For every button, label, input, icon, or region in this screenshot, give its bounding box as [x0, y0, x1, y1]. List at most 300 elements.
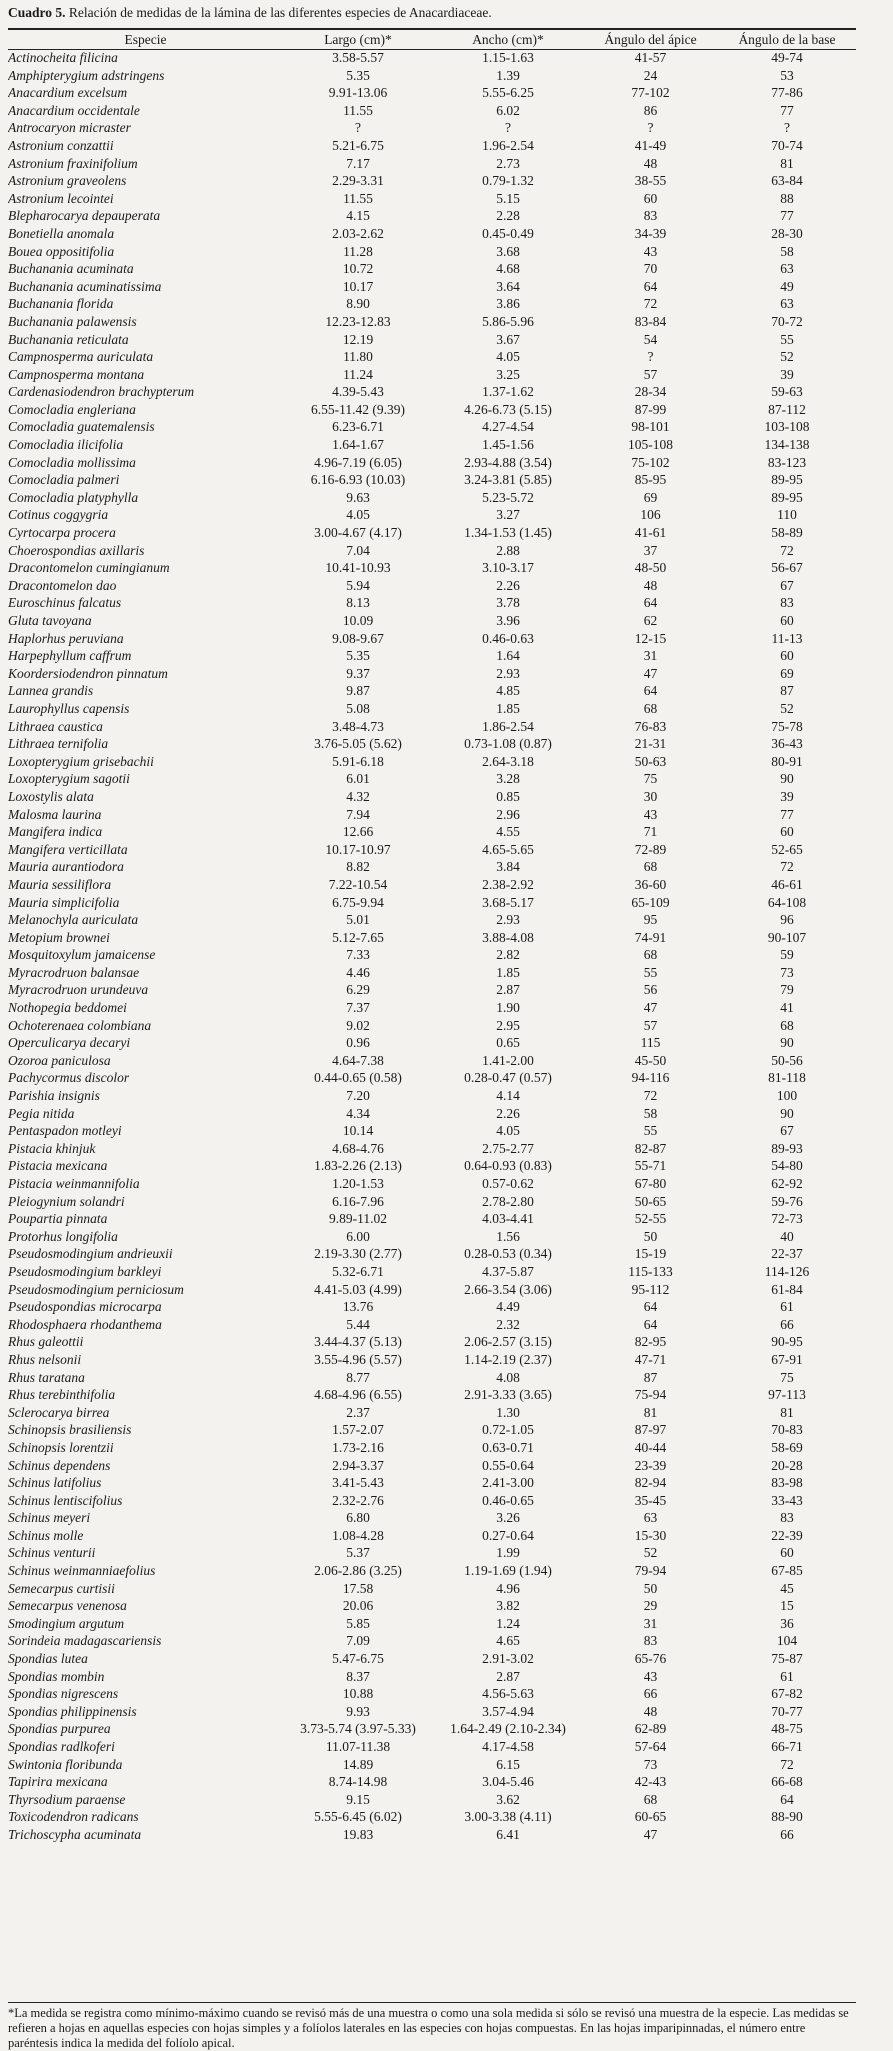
base-angle-cell: 36-43 [771, 736, 803, 752]
table-row [8, 1017, 856, 1035]
species-cell: Bonetiella anomala [8, 225, 115, 241]
apex-angle-cell: 98-101 [631, 419, 670, 435]
length-cell: 2.32-2.76 [332, 1492, 384, 1508]
length-cell: 4.39-5.43 [332, 384, 384, 400]
species-cell: Pseudosmodingium barkleyi [8, 1263, 162, 1279]
length-cell: 11.55 [343, 190, 373, 206]
width-cell: 3.88-4.08 [482, 929, 534, 945]
apex-angle-cell: 48 [643, 577, 658, 593]
length-cell: 5.44 [346, 1316, 370, 1332]
width-cell: 3.68-5.17 [482, 894, 534, 910]
base-angle-cell: 39 [780, 366, 794, 382]
length-cell: 5.32-6.71 [332, 1263, 384, 1279]
table-row [8, 1756, 856, 1774]
species-cell: Spondias purpurea [8, 1721, 111, 1737]
base-angle-cell: ? [784, 120, 790, 136]
table-row [8, 331, 856, 349]
base-angle-cell: 83-123 [767, 454, 807, 470]
apex-angle-cell: 38-55 [634, 173, 667, 189]
length-cell: 10.14 [342, 1123, 374, 1139]
apex-angle-cell: 87-97 [634, 1422, 667, 1438]
width-cell: 5.55-6.25 [482, 85, 534, 101]
table-row [8, 1351, 856, 1369]
species-cell: Comocladia platyphylla [8, 489, 139, 505]
table-row [8, 1826, 856, 1844]
species-cell: Mauria simplicifolia [8, 894, 120, 910]
base-angle-cell: 49 [780, 278, 794, 294]
table-row [8, 1210, 856, 1228]
base-angle-cell: 66 [780, 1826, 794, 1842]
width-cell: 2.93 [496, 912, 520, 928]
species-cell: Thyrsodium paraense [8, 1791, 126, 1807]
table-row [8, 718, 856, 736]
width-cell: 0.45-0.49 [482, 225, 534, 241]
species-cell: Mangifera indica [8, 824, 103, 840]
width-cell: 3.25 [496, 366, 520, 382]
base-angle-cell: 100 [776, 1088, 798, 1104]
table-row [8, 1703, 856, 1721]
table-row [8, 1122, 856, 1140]
species-cell: Loxostylis alata [8, 788, 94, 804]
base-angle-cell: 49-74 [771, 50, 803, 65]
base-angle-cell: 59-76 [771, 1193, 803, 1209]
table-row [8, 454, 856, 472]
base-angle-cell: 81-118 [768, 1070, 806, 1086]
species-cell: Astronium lecointei [8, 190, 114, 206]
base-angle-cell: 40 [780, 1228, 794, 1244]
apex-angle-cell: 82-94 [634, 1475, 667, 1491]
species-cell: Pegia nitida [8, 1105, 75, 1121]
width-cell: 1.85 [496, 964, 520, 980]
length-cell: 7.33 [346, 947, 370, 963]
table-row [8, 67, 856, 85]
apex-angle-cell: 77-102 [631, 85, 670, 101]
apex-angle-cell: 62 [643, 613, 658, 628]
width-cell: 3.62 [496, 1791, 520, 1807]
header-base-angle: Ángulo de la base [738, 31, 836, 47]
species-cell: Pistacia mexicana [8, 1158, 108, 1174]
base-angle-cell: 60 [780, 824, 794, 840]
species-cell: Buchanania florida [8, 296, 114, 312]
width-cell: 2.96 [496, 806, 520, 822]
base-angle-cell: 69 [780, 665, 794, 681]
base-angle-cell: 134-138 [764, 437, 810, 453]
table-caption [8, 4, 858, 22]
species-cell: Schinopsis brasiliensis [8, 1422, 132, 1438]
table-row [8, 1650, 856, 1668]
width-cell: 2.32 [496, 1316, 520, 1332]
table-row [8, 1404, 856, 1422]
table-row [8, 1052, 856, 1070]
table-row [8, 999, 856, 1017]
species-cell: Pleiogynium solandri [8, 1193, 125, 1209]
apex-angle-cell: 87-99 [634, 401, 667, 417]
width-cell: 1.99 [496, 1545, 520, 1561]
apex-angle-cell: 106 [640, 507, 661, 523]
table-row [8, 1509, 856, 1527]
base-angle-cell: 72 [780, 859, 794, 875]
width-cell: 2.73 [496, 155, 520, 171]
base-angle-cell: 58 [780, 243, 794, 259]
apex-angle-cell: 67-80 [634, 1176, 667, 1191]
width-cell: 0.65 [496, 1035, 520, 1051]
apex-angle-cell: 95-112 [631, 1281, 670, 1297]
length-cell: 13.76 [342, 1299, 374, 1315]
apex-angle-cell: 86 [643, 102, 658, 118]
length-cell: 4.15 [346, 208, 370, 224]
length-cell: 9.15 [346, 1791, 370, 1807]
species-cell: Pistacia weinmannifolia [8, 1176, 140, 1191]
table-row [8, 1369, 856, 1387]
species-cell: Nothopegia beddomei [8, 1000, 127, 1016]
length-cell: 3.41-5.43 [332, 1475, 384, 1491]
table-row [8, 700, 856, 718]
base-angle-cell: 22-39 [771, 1527, 803, 1543]
table-row [8, 1228, 856, 1246]
length-cell: 10.41-10.93 [325, 560, 391, 576]
species-cell: Lannea grandis [8, 683, 94, 699]
apex-angle-cell: 40-44 [634, 1439, 667, 1455]
table-row [8, 1720, 856, 1738]
base-angle-cell: 50-56 [771, 1052, 803, 1068]
width-cell: 4.85 [496, 683, 520, 699]
length-cell: 6.01 [346, 771, 370, 787]
apex-angle-cell: 64 [643, 683, 658, 699]
length-cell: 3.00-4.67 (4.17) [314, 525, 402, 541]
species-cell: Spondias radlkoferi [8, 1739, 115, 1754]
width-cell: 3.24-3.81 (5.85) [464, 472, 552, 488]
width-cell: 0.46-0.65 [482, 1492, 534, 1508]
apex-angle-cell: 115 [640, 1035, 661, 1051]
species-cell: Astronium fraxinifolium [8, 155, 138, 171]
base-angle-cell: 90 [780, 1105, 794, 1121]
length-cell: 6.16-6.93 (10.03) [310, 472, 406, 488]
width-cell: 0.46-0.63 [482, 630, 534, 646]
length-cell: 5.35 [346, 67, 370, 83]
species-cell: Lithraea caustica [8, 718, 103, 734]
width-cell: 4.17-4.58 [482, 1739, 534, 1754]
length-cell: 4.96-7.19 (6.05) [314, 454, 402, 470]
apex-angle-cell: 31 [643, 1615, 658, 1631]
length-cell: 9.89-11.02 [329, 1211, 387, 1227]
species-cell: Schinus venturii [8, 1545, 96, 1561]
width-cell: 0.64-0.93 (0.83) [464, 1158, 552, 1174]
length-cell: 3.76-5.05 (5.62) [314, 736, 402, 752]
length-cell: 4.05 [346, 507, 370, 523]
width-cell: 2.38-2.92 [482, 876, 534, 892]
width-cell: 2.91-3.33 (3.65) [464, 1387, 552, 1403]
length-cell: 11.55 [343, 102, 373, 118]
table-row [8, 542, 856, 560]
species-cell: Haplorhus peruviana [8, 630, 124, 646]
base-angle-cell: 64-108 [767, 894, 807, 910]
apex-angle-cell: 72-89 [634, 841, 667, 857]
base-angle-cell: 68 [780, 1017, 794, 1033]
table-row [8, 1632, 856, 1650]
apex-angle-cell: 37 [643, 542, 658, 558]
species-cell: Rhus galeottii [8, 1334, 84, 1350]
width-cell: 4.05 [496, 349, 520, 365]
header-width: Ancho (cm)* [472, 31, 544, 47]
table-row [8, 577, 856, 595]
table-row [8, 1105, 856, 1123]
length-cell: 7.22-10.54 [328, 876, 388, 892]
length-cell: 0.96 [346, 1035, 370, 1051]
table-row [8, 1034, 856, 1052]
length-cell: 11.07-11.38 [325, 1739, 391, 1754]
width-cell: 2.91-3.02 [482, 1651, 534, 1667]
apex-angle-cell: 115-133 [628, 1263, 673, 1279]
apex-angle-cell: 68 [643, 859, 658, 875]
species-cell: Rhus taratana [8, 1369, 85, 1385]
species-cell: Dracontomelon cumingianum [8, 560, 170, 576]
species-cell: Parishia insignis [8, 1088, 100, 1104]
table-row [8, 1281, 856, 1299]
species-cell: Cotinus coggygria [8, 507, 109, 523]
table-row [8, 506, 856, 524]
length-cell: 5.37 [346, 1545, 370, 1561]
apex-angle-cell: 50-63 [634, 753, 667, 769]
table-row [8, 753, 856, 771]
apex-angle-cell: 83 [643, 1633, 658, 1649]
species-cell: Schinus latifolius [8, 1475, 102, 1491]
length-cell: 6.00 [346, 1228, 370, 1244]
length-cell: 0.44-0.65 (0.58) [314, 1070, 402, 1086]
base-angle-cell: 96 [780, 912, 794, 928]
width-cell: 2.82 [496, 947, 520, 963]
length-cell: 6.75-9.94 [332, 894, 384, 910]
base-angle-cell: 67-85 [771, 1563, 803, 1579]
width-cell: 1.19-1.69 (1.94) [464, 1563, 552, 1579]
base-angle-cell: 66 [780, 1316, 794, 1332]
base-angle-cell: 67-82 [771, 1686, 803, 1702]
species-cell: Laurophyllus capensis [8, 700, 130, 716]
table-row [8, 471, 856, 489]
base-angle-cell: 53 [780, 67, 794, 83]
width-cell: 1.96-2.54 [482, 137, 534, 153]
width-cell: 4.26-6.73 (5.15) [464, 401, 552, 417]
width-cell: 1.24 [496, 1615, 520, 1631]
species-cell: Mangifera verticillata [8, 841, 128, 857]
apex-angle-cell: 47 [643, 665, 658, 681]
base-angle-cell: 52-65 [771, 841, 803, 857]
base-angle-cell: 28-30 [771, 225, 803, 241]
width-cell: 2.26 [496, 577, 520, 593]
species-cell: Ochoterenaea colombiana [8, 1017, 152, 1033]
table-row [8, 155, 856, 173]
base-angle-cell: 55 [780, 331, 794, 347]
apex-angle-cell: 47 [643, 1000, 658, 1016]
length-cell: 1.57-2.07 [332, 1422, 384, 1438]
base-angle-cell: 60 [780, 1545, 794, 1561]
width-cell: 0.79-1.32 [482, 173, 534, 189]
length-cell: 12.23-12.83 [325, 313, 391, 329]
species-cell: Spondias nigrescens [8, 1686, 119, 1702]
apex-angle-cell: 72 [643, 1088, 658, 1104]
species-cell: Blepharocarya depauperata [8, 208, 161, 224]
length-cell: 19.83 [342, 1826, 374, 1842]
species-cell: Pentaspadon motleyi [8, 1123, 122, 1139]
table-row [8, 348, 856, 366]
apex-angle-cell: 65-76 [634, 1651, 667, 1667]
apex-angle-cell: 29 [643, 1598, 658, 1614]
length-cell: 5.47-6.75 [332, 1651, 384, 1667]
base-angle-cell: 89-95 [771, 472, 803, 488]
length-cell: 5.01 [346, 912, 370, 928]
width-cell: 2.78-2.80 [482, 1193, 534, 1209]
species-cell: Mauria aurantiodora [8, 859, 124, 875]
apex-angle-cell: 47 [643, 1826, 658, 1842]
table-row [8, 243, 856, 261]
width-cell: 3.78 [496, 595, 520, 611]
table-row [8, 278, 856, 296]
width-cell: 1.64 [496, 648, 520, 664]
species-cell: Campnosperma auriculata [8, 349, 154, 365]
species-cell: Protorhus longifolia [8, 1228, 118, 1244]
apex-angle-cell: 41-49 [634, 137, 667, 153]
base-angle-cell: 60 [780, 613, 794, 628]
caption-label: Cuadro 5. [8, 5, 66, 20]
species-cell: Pistacia khinjuk [8, 1140, 96, 1156]
table-row [8, 436, 856, 454]
base-angle-cell: 83 [780, 1510, 794, 1526]
base-angle-cell: 56-67 [771, 560, 803, 576]
base-angle-cell: 67-91 [771, 1351, 803, 1367]
apex-angle-cell: 45-50 [634, 1052, 667, 1068]
width-cell: 1.41-2.00 [482, 1052, 534, 1068]
species-cell: Comocladia mollissima [8, 454, 136, 470]
table-row [8, 682, 856, 700]
species-cell: Semecarpus curtisii [8, 1580, 115, 1596]
base-angle-cell: 88-90 [771, 1809, 803, 1825]
base-angle-cell: 11-13 [771, 630, 803, 646]
length-cell: 11.28 [343, 243, 373, 259]
apex-angle-cell: 43 [643, 1668, 658, 1684]
species-cell: Choerospondias axillaris [8, 542, 145, 558]
table-row [8, 190, 856, 208]
species-cell: Dracontomelon dao [8, 577, 117, 593]
length-cell: 4.41-5.03 (4.99) [314, 1281, 402, 1297]
length-cell: 3.48-4.73 [332, 718, 384, 734]
base-angle-cell: 70-83 [771, 1422, 803, 1438]
base-angle-cell: 15 [780, 1598, 794, 1614]
width-cell: 5.15 [496, 190, 520, 206]
species-cell: Buchanania acuminatissima [8, 278, 162, 294]
base-angle-cell: 89-95 [771, 489, 803, 505]
table-row [8, 946, 856, 964]
species-cell: Cyrtocarpa procera [8, 525, 116, 541]
table-row [8, 172, 856, 190]
width-cell: 4.49 [496, 1299, 520, 1315]
apex-angle-cell: 87 [643, 1369, 658, 1385]
apex-angle-cell: 56 [643, 982, 658, 998]
caption-text: Relación de medidas de la lámina de las diferentes especies de Anacardiaceae. [65, 5, 492, 20]
apex-angle-cell: 70 [643, 261, 658, 277]
base-angle-cell: 67 [780, 577, 794, 593]
base-angle-cell: 45 [780, 1580, 794, 1596]
length-cell: 8.13 [346, 595, 370, 611]
apex-angle-cell: 47-71 [634, 1351, 667, 1367]
apex-angle-cell: ? [647, 120, 654, 136]
table-row [8, 1474, 856, 1492]
apex-angle-cell: 55 [643, 964, 658, 980]
species-cell: Operculicarya decaryi [8, 1035, 131, 1051]
base-angle-cell: 77 [780, 102, 794, 118]
length-cell: 3.58-5.57 [332, 50, 384, 65]
species-cell: Spondias mombin [8, 1668, 105, 1684]
width-cell: 3.67 [496, 331, 520, 347]
base-angle-cell: 64 [780, 1791, 794, 1807]
width-cell: 3.28 [496, 771, 520, 787]
species-cell: Campnosperma montana [8, 366, 145, 382]
table-row [8, 119, 856, 137]
length-cell: 6.55-11.42 (9.39) [311, 401, 405, 417]
base-angle-cell: 52 [780, 349, 794, 365]
base-angle-cell: 48-75 [771, 1721, 803, 1737]
base-angle-cell: 58-89 [771, 525, 803, 541]
apex-angle-cell: 50 [643, 1580, 658, 1596]
width-cell: ? [505, 120, 511, 136]
width-cell: 6.41 [496, 1826, 520, 1842]
table-row [8, 383, 856, 401]
species-cell: Tapirira mexicana [8, 1774, 108, 1790]
header-apex-angle: Ángulo del ápice [604, 31, 697, 47]
apex-angle-cell: 75-102 [631, 454, 670, 470]
table-row [8, 1685, 856, 1703]
width-cell: 4.55 [496, 824, 520, 840]
length-cell: 9.93 [346, 1703, 370, 1719]
length-cell: 4.68-4.76 [332, 1140, 384, 1156]
width-cell: 1.39 [496, 67, 520, 83]
header-row [8, 30, 856, 49]
species-cell: Trichoscypha acuminata [8, 1826, 142, 1842]
apex-angle-cell: 82-87 [634, 1140, 667, 1156]
width-cell: 2.95 [496, 1017, 520, 1033]
base-angle-cell: 22-37 [771, 1246, 803, 1262]
width-cell: 3.00-3.38 (4.11) [464, 1809, 552, 1825]
species-cell: Schinus lentiscifolius [8, 1492, 123, 1508]
table-row [8, 1457, 856, 1475]
table-row [8, 225, 856, 243]
width-cell: 1.34-1.53 (1.45) [464, 525, 552, 541]
apex-angle-cell: 50 [643, 1228, 658, 1244]
width-cell: 1.15-1.63 [482, 50, 534, 65]
apex-angle-cell: 21-31 [634, 736, 667, 752]
width-cell: 5.86-5.96 [482, 313, 534, 329]
table-row [8, 770, 856, 788]
table-row [8, 1245, 856, 1263]
length-cell: 6.80 [346, 1510, 370, 1526]
table-row [8, 1791, 856, 1809]
width-cell: 2.66-3.54 (3.06) [464, 1281, 552, 1297]
apex-angle-cell: 68 [643, 1791, 658, 1807]
apex-angle-cell: 64 [643, 1316, 658, 1332]
length-cell: 2.94-3.37 [332, 1457, 384, 1473]
length-cell: 6.29 [346, 982, 370, 998]
species-cell: Loxopterygium grisebachii [8, 753, 154, 769]
species-cell: Comocladia ilicifolia [8, 437, 124, 453]
apex-angle-cell: 74-91 [634, 929, 667, 945]
width-cell: 4.56-5.63 [482, 1686, 534, 1702]
base-angle-cell: 90-107 [767, 929, 807, 945]
species-cell: Pachycormus discolor [8, 1070, 130, 1086]
base-angle-cell: 33-43 [771, 1492, 803, 1508]
width-cell: 0.85 [496, 788, 520, 804]
length-cell: ? [355, 120, 361, 136]
table-row [8, 1298, 856, 1316]
species-cell: Spondias lutea [8, 1651, 88, 1667]
apex-angle-cell: 15-30 [634, 1527, 667, 1543]
